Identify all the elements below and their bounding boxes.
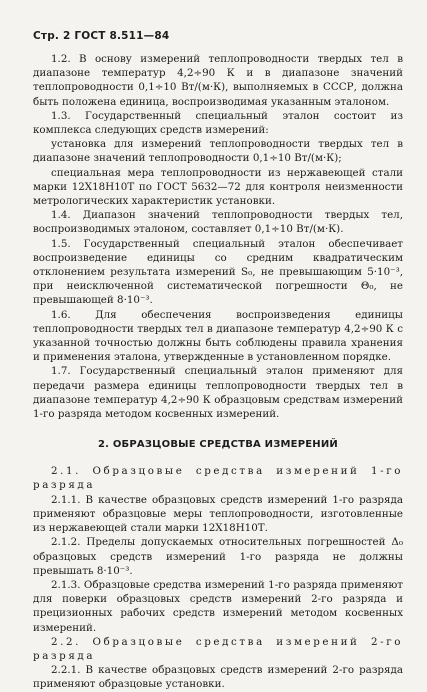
- paragraph-1-2: 1.2. В основу измерений теплопроводности твердых тел в диапазоне температур 4,2÷90 К и в диапазоне значений теплопроводности 0,1÷10 Вт/(м·К), выполняемых в СССР, должна быть положена единица, воспроизводимая указанным эталоном.: [33, 53, 403, 108]
- paragraph-2-1-1: 2.1.1. В качестве образцовых средств измерений 1-го разряда применяют образцовые меры теплопроводности, изготовленные из нержавеющей стали марки 12Х18Н10Т.: [33, 493, 403, 535]
- paragraph-1-4: 1.4. Диапазон значений теплопроводности твердых тел, воспроизводимых эталоном, составляет 0,1÷10 Вт/(м·К).: [33, 209, 403, 236]
- page-header: Стр. 2 ГОСТ 8.511—84: [33, 30, 170, 42]
- paragraph-2-2-1: 2.2.1. В качестве образцовых средств измерений 2-го разряда применяют образцовые установки.: [33, 664, 403, 691]
- paragraph-1-7: 1.7. Государственный специальный эталон применяют для передачи размера единицы теплопроводности твердых тел в диапазоне температур 4,2÷90 К образцовым средствам измерений 1-го разряда методом косвенных измерений.: [33, 365, 403, 421]
- paragraph-1-3-item-1: установка для измерений теплопроводности твердых тел в диапазоне значений теплопроводности 0,1÷10 Вт/(м·К);: [33, 138, 403, 165]
- paragraph-1-3-item-2: специальная мера теплопроводности из нержавеющей стали марки 12Х18Н10Т по ГОСТ 5632—72 для контроля неизменности метрологических характеристик установки.: [33, 166, 403, 208]
- section-title: 2. ОБРАЗЦОВЫЕ СРЕДСТВА ИЗМЕРЕНИЙ: [98, 439, 338, 451]
- paragraph-1-6: 1.6. Для обеспечения воспроизведения единицы теплопроводности твердых тел в диапазоне температур 4,2÷90 К с указанной точностью должны быть соблюдены правила хранения и применения эталона, утвержденные в установленном порядке.: [33, 308, 403, 364]
- paragraph-2-2: 2.2. Образцовые средства измерений 2-го разряда: [33, 635, 403, 662]
- paragraph-1-3: 1.3. Государственный специальный эталон состоит из комплекса следующих средств измерений:: [33, 109, 403, 137]
- paragraph-2-1: 2.1. Образцовые средства измерений 1-го разряда: [33, 465, 403, 492]
- paragraph-2-1-3: 2.1.3. Образцовые средства измерений 1-го разряда применяют для поверки образцовых средств измерений 2-го разряда и прецизионных рабочих средств измерений методом косвенных измерений.: [33, 578, 403, 634]
- paragraph-1-5: 1.5. Государственный специальный эталон обеспечивает воспроизведение единицы со средним квадратическим отклонением результата измерений S₀, не превышающим 5·10⁻³, при неисключенной систематической погрешности Θ₀, не превышающей 8·10⁻³.: [33, 237, 403, 307]
- paragraph-2-1-2: 2.1.2. Пределы допускаемых относительных погрешностей Δ₀ образцовых средств измерений 1-го разряда не должны превышать 8·10⁻³.: [33, 536, 403, 577]
